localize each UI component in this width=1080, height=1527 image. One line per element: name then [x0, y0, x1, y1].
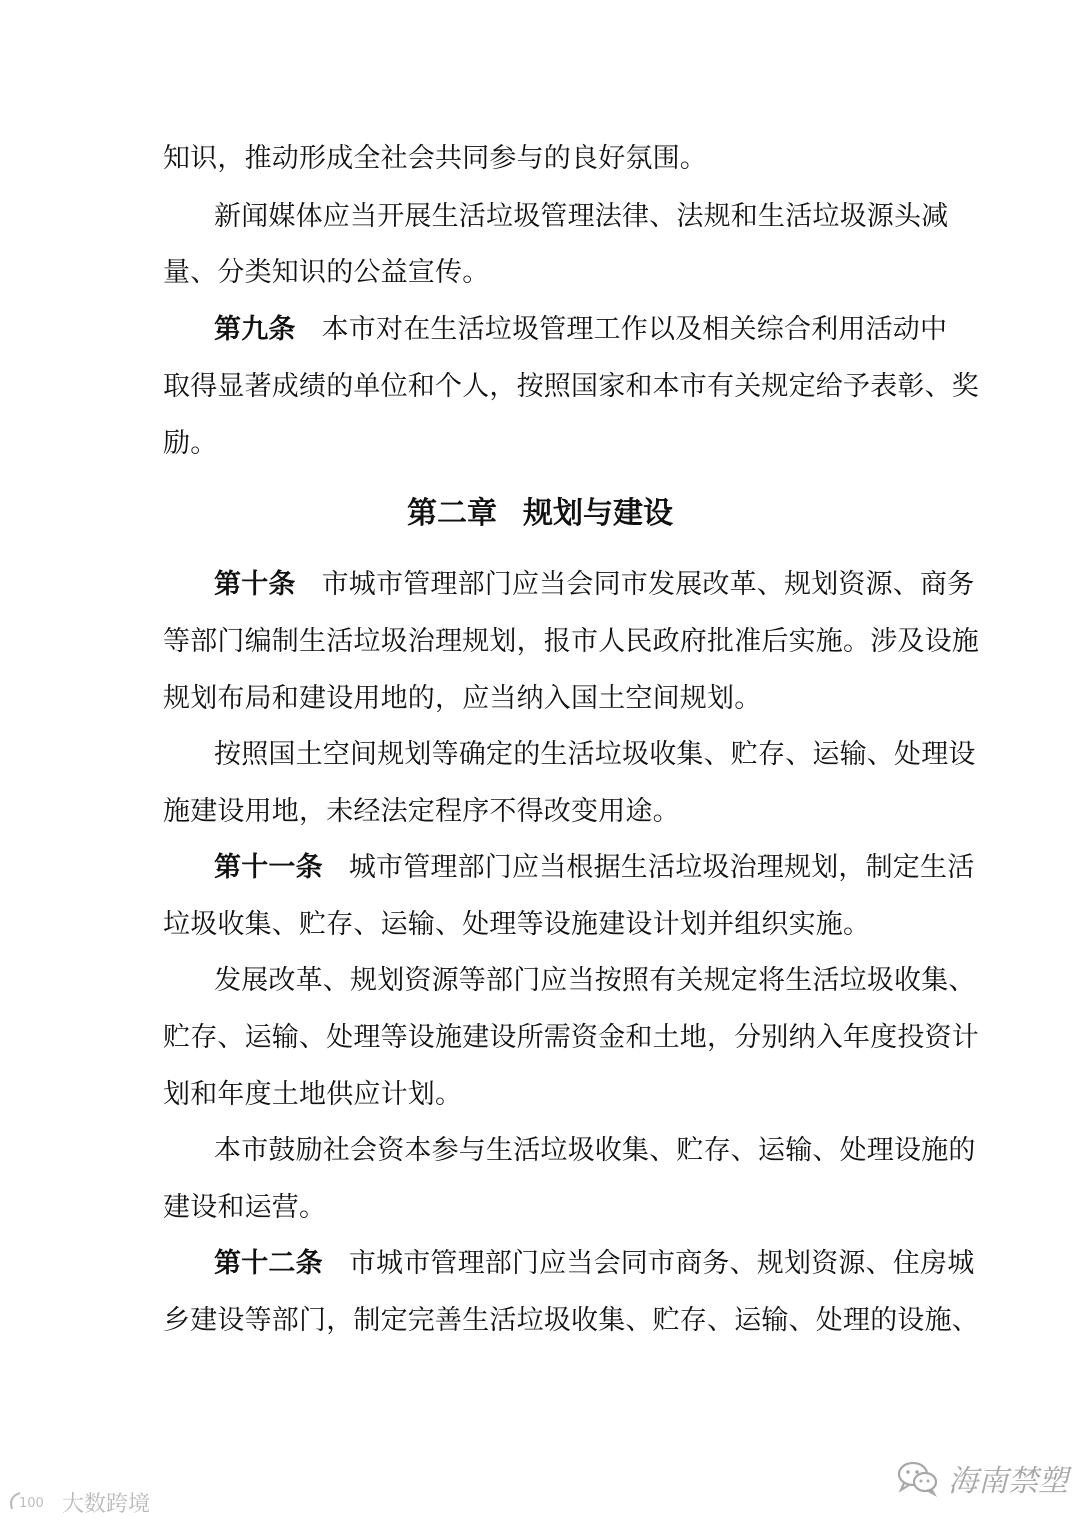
- text-line: 贮存、运输、处理等设施建设所需资金和土地，分别纳入年度投资计: [163, 1022, 979, 1053]
- text-line: 知识，推动形成全社会共同参与的良好氛围。: [163, 143, 707, 174]
- watermark-right: [896, 1456, 1068, 1500]
- text-line: 划和年度土地供应计划。: [163, 1079, 463, 1110]
- article-text: 市城市管理部门应当会同市商务、规划资源、住房城: [348, 1248, 975, 1279]
- article-number: 第十条: [214, 569, 296, 600]
- watermark-text: 大数跨境: [62, 1491, 151, 1517]
- wechat-icon: [896, 1459, 940, 1497]
- article-12-line: [214, 1244, 975, 1284]
- chapter-number: 第二章: [407, 496, 497, 531]
- article-text: 市城市管理部门应当会同市发展改革、规划资源、商务: [321, 569, 975, 600]
- logo-text: 100: [19, 1496, 44, 1511]
- article-10-line: [214, 565, 975, 605]
- text-line: 施建设用地，未经法定程序不得改变用途。: [163, 796, 680, 827]
- text-line: 规划布局和建设用地的，应当纳入国土空间规划。: [163, 683, 762, 714]
- chapter-heading: [0, 494, 1080, 534]
- brand-logo-icon: [6, 1487, 56, 1517]
- article-number: 第十一条: [214, 852, 323, 883]
- text-line: 新闻媒体应当开展生活垃圾管理法律、法规和生活垃圾源头减: [214, 201, 949, 232]
- watermark-left: [6, 1484, 150, 1520]
- text-line: 建设和运营。: [163, 1192, 327, 1223]
- article-9-line: [214, 310, 948, 350]
- watermark-text: 海南禁塑: [948, 1464, 1068, 1499]
- article-number: 第十二条: [214, 1248, 323, 1279]
- article-text: 城市管理部门应当根据生活垃圾治理规划，制定生活: [348, 852, 975, 883]
- text-line: 等部门编制生活垃圾治理规划，报市人民政府批准后实施。涉及设施: [163, 626, 979, 657]
- article-text: 本市对在生活垃圾管理工作以及相关综合利用活动中: [321, 314, 948, 345]
- text-line: 量、分类知识的公益宣传。: [163, 257, 490, 288]
- text-line: 按照国土空间规划等确定的生活垃圾收集、贮存、运输、处理设: [214, 739, 976, 770]
- text-line: 垃圾收集、贮存、运输、处理等设施建设计划并组织实施。: [163, 909, 871, 940]
- text-line: 取得显著成绩的单位和个人，按照国家和本市有关规定给予表彰、奖: [163, 371, 979, 402]
- text-line: 发展改革、规划资源等部门应当按照有关规定将生活垃圾收集、: [214, 965, 976, 996]
- article-number: 第九条: [214, 314, 296, 345]
- text-line: 励。: [163, 428, 218, 459]
- text-line: 本市鼓励社会资本参与生活垃圾收集、贮存、运输、处理设施的: [214, 1135, 976, 1166]
- text-line: 乡建设等部门，制定完善生活垃圾收集、贮存、运输、处理的设施、: [163, 1305, 979, 1336]
- chapter-title: 规划与建设: [523, 496, 673, 531]
- article-11-line: [214, 848, 975, 888]
